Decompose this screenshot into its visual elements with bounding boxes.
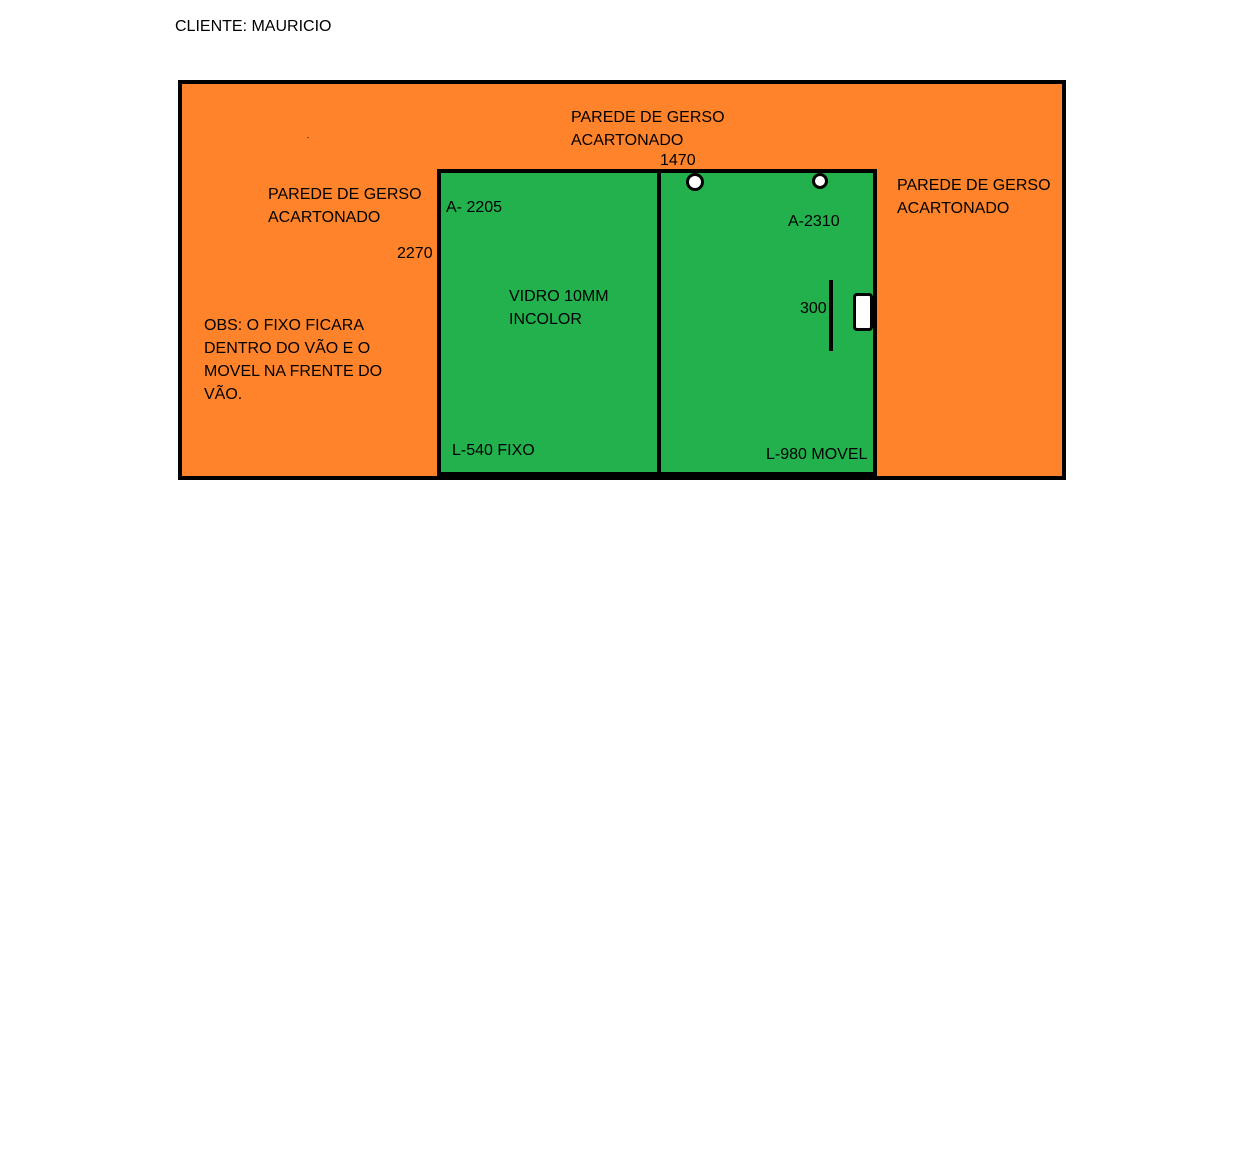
wall-label-left-line2: ACARTONADO [268,209,381,226]
wall-label-top-line2: ACARTONADO [571,132,684,149]
wall-label-right-line2: ACARTONADO [897,200,1010,217]
note-line4: VÃO. [204,386,243,403]
glass-spec-line2: INCOLOR [509,311,582,328]
lock-icon [853,293,873,331]
note-line2: DENTRO DO VÃO E O [204,340,371,357]
roller-right-icon [812,173,828,189]
fixed-width-label: L-540 FIXO [452,442,535,459]
opening-width-label: 1470 [660,152,696,169]
glass-spec-line1: VIDRO 10MM [509,288,609,305]
sliding-glass-panel [657,169,877,476]
wall-label-left-line1: PAREDE DE GERSO [268,186,422,203]
note-line3: MOVEL NA FRENTE DO [204,363,383,380]
note-line1: OBS: O FIXO FICARA [204,317,365,334]
handle-height-label: 300 [800,300,827,317]
door-handle-icon [829,280,833,351]
sliding-height-label: A-2310 [788,213,840,230]
client-label: CLIENTE: MAURICIO [175,18,332,35]
wall-label-top-line1: PAREDE DE GERSO [571,109,725,126]
stray-dot [307,137,309,138]
roller-left-icon [686,173,704,191]
sliding-width-label: L-980 MOVEL [766,446,868,463]
fixed-height-label: A- 2205 [446,199,503,216]
wall-label-right-line1: PAREDE DE GERSO [897,177,1051,194]
opening-height-label: 2270 [397,245,433,262]
